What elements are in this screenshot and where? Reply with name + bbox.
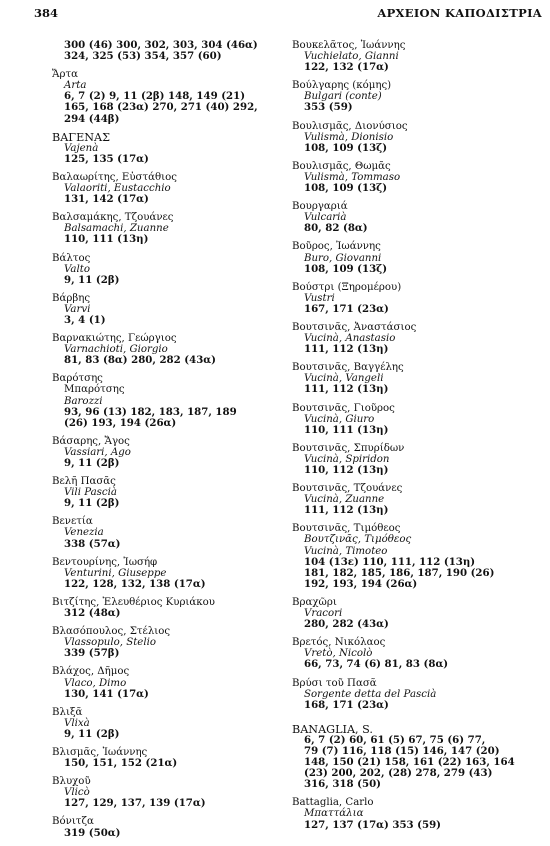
index-line: 294 (44β) (64, 112, 120, 125)
page-number: 384 (34, 6, 59, 20)
index-line: 339 (57β) (64, 647, 120, 660)
index-entry (292, 724, 544, 791)
index-line: Valto (64, 263, 90, 275)
index-line: 111, 112 (13η) (304, 343, 389, 356)
index-line: Βαλσαμάκης, Τζουάνες (52, 212, 174, 224)
index-line: 148, 150 (21) 158, 161 (22) 163, 164 (304, 756, 515, 769)
index-line: Βλισμᾶς, Ἰωάννης (52, 746, 148, 758)
index-line: 111, 112 (13η) (304, 383, 389, 396)
index-line: Βουργαριά (292, 201, 348, 213)
index-entry (52, 333, 284, 366)
index-line: 81, 83 (8α) 280, 282 (43α) (64, 354, 216, 367)
index-entry (52, 132, 284, 165)
index-line: Βούστρι (Ξηρομέρου) (292, 281, 402, 293)
index-line: Battaglia, Carlo (292, 797, 374, 809)
index-entry (52, 476, 284, 509)
index-line: Barozzi (64, 395, 103, 407)
index-entry (52, 293, 284, 326)
index-line: 104 (13ε) 110, 111, 112 (13η) (304, 555, 476, 568)
index-line: Vlixà (64, 717, 90, 729)
index-line: 127, 129, 137, 139 (17α) (64, 797, 206, 810)
index-line: 150, 151, 152 (21α) (64, 757, 178, 770)
index-line: Βελῆ Πασᾶς (52, 476, 116, 488)
index-line: 111, 112 (13η) (304, 504, 389, 517)
page-header (34, 6, 542, 24)
index-entry (292, 797, 544, 830)
index-line: Vucinà, Spiridon (304, 453, 390, 465)
index-entry (52, 597, 284, 619)
index-line: Vlassopulo, Stelio (64, 637, 156, 649)
index-entry (52, 373, 284, 428)
index-entry (292, 80, 544, 113)
index-line: Βρετός, Νικόλαος (292, 637, 386, 649)
index-line: 300 (46) 300, 302, 303, 304 (46α) (64, 39, 258, 51)
index-line: Venezia (64, 527, 104, 539)
index-line: Vulcarià (304, 212, 347, 224)
index-entry (292, 483, 544, 516)
index-line: Βουκελᾶτος, Ἰωάννης (292, 40, 406, 51)
index-line: 3, 4 (1) (64, 313, 106, 326)
index-line: Βλασόπουλος, Στέλιος (52, 626, 171, 638)
index-entry (52, 626, 284, 659)
index-line: 127, 137 (17α) 353 (59) (304, 818, 442, 831)
index-line: Βουτσινᾶς, Τζουάνες (292, 483, 403, 495)
index-line: Βλυχοῦ (52, 776, 91, 788)
index-line: Βουτσινᾶς, Γιοῦρος (292, 402, 395, 414)
index-line: Vracori (304, 608, 343, 620)
index-line: Vucinà, Vangeli (304, 373, 384, 385)
index-line: Βουλισμᾶς, Θωμᾶς (292, 160, 391, 172)
index-line: Βούλγαρης (κόμης) (292, 80, 392, 92)
index-line: 181, 182, 185, 186, 187, 190 (26) (304, 566, 495, 579)
index-line: Βλιξᾶ (52, 706, 83, 718)
index-line: Vucinà, Giuro (304, 413, 375, 425)
index-entry (52, 666, 284, 699)
index-entry (52, 516, 284, 549)
index-line: Vassiari, Ago (64, 446, 131, 458)
index-line: 316, 318 (50) (304, 778, 381, 791)
index-line: 93, 96 (13) 182, 183, 187, 189 (64, 405, 237, 418)
index-line: Varvi (64, 303, 91, 315)
index-entry (52, 776, 284, 809)
index-entry (52, 172, 284, 205)
index-line: Vajenà (64, 142, 99, 154)
index-line: 122, 128, 132, 138 (17α) (64, 577, 206, 590)
index-line: 165, 168 (23α) 270, 271 (40) 292, (64, 101, 258, 114)
index-line: BANAGLIA, S. (292, 722, 373, 736)
index-line: Vulismà, Tommaso (304, 171, 401, 183)
index-line: 6, 7 (2) 60, 61 (5) 67, 75 (6) 77, (304, 733, 486, 746)
index-line: Βοῦρος, Ἰωάννης (292, 241, 381, 253)
index-line: Balsamachi, Zuanne (64, 223, 169, 235)
index-line: Ἄρτα (52, 69, 78, 81)
index-line: 108, 109 (13ζ) (304, 141, 388, 154)
index-line: Μπαττάλια (304, 808, 364, 820)
index-line: Βάλτος (52, 252, 91, 264)
index-entry (52, 69, 284, 124)
index-line: 80, 82 (8α) (304, 222, 368, 235)
index-line: Βεντουρίνης, Ἰωσήφ (52, 556, 158, 568)
index-line: Arta (64, 80, 87, 92)
index-line: Vucinà, Zuanne (304, 494, 385, 506)
index-column-right (292, 40, 544, 838)
index-entry (52, 436, 284, 469)
index-entry (292, 201, 544, 234)
index-line: Βάσαρης, Ἄγος (52, 435, 130, 447)
index-entry (292, 597, 544, 630)
index-entry (52, 40, 284, 62)
index-line: 353 (59) (304, 101, 353, 114)
index-line: Bulgari (conte) (304, 91, 382, 103)
index-line: Βενετία (52, 516, 93, 528)
index-line: Μπαρότσης (64, 384, 125, 396)
index-line: 319 (50α) (64, 826, 121, 839)
index-entry (52, 212, 284, 245)
index-entry (292, 443, 544, 476)
index-line: 312 (48α) (64, 607, 121, 620)
index-line: Βόνιτζα (52, 816, 94, 828)
index-line: Vuchielato, Gianni (304, 51, 399, 63)
index-column-left (52, 40, 284, 846)
index-line: 167, 171 (23α) (304, 302, 389, 315)
index-line: 108, 109 (13ζ) (304, 262, 388, 275)
index-entry (52, 747, 284, 769)
index-line: Vulismà, Dionisio (304, 131, 394, 143)
index-line: Βουτσινᾶς, Ἀναστάσιος (292, 321, 417, 333)
index-line: Venturini, Giuseppe (64, 567, 167, 579)
index-line: 110, 111 (13η) (304, 423, 389, 436)
index-line: 280, 282 (43α) (304, 618, 389, 631)
index-line: Vlaco, Dimo (64, 677, 127, 689)
index-line: 110, 111 (13η) (64, 233, 149, 246)
running-title: ΑΡΧΕΙΟΝ ΚΑΠΟΔΙΣΤΡΙΑ (377, 6, 542, 20)
index-line: Βουτζινᾶς, Τιμόθεος (304, 534, 412, 546)
index-entry (292, 40, 544, 73)
index-line: 79 (7) 116, 118 (15) 146, 147 (20) (304, 744, 500, 757)
index-line: (23) 200, 202, (28) 278, 279 (43) (304, 767, 493, 780)
index-line: ΒΑΓΕΝΑΣ (52, 130, 111, 144)
index-line: 108, 109 (13ζ) (304, 182, 388, 195)
index-line: 130, 141 (17α) (64, 687, 149, 700)
index-line: 110, 112 (13η) (304, 464, 389, 476)
index-line: (26) 193, 194 (26α) (64, 416, 177, 429)
index-line: 9, 11 (2β) (64, 497, 120, 510)
index-line: Βάρβης (52, 292, 91, 304)
index-entry (292, 161, 544, 194)
index-line: 324, 325 (53) 354, 357 (60) (64, 50, 222, 63)
index-line: 9, 11 (2β) (64, 727, 120, 740)
index-entry (292, 362, 544, 395)
index-entry (292, 523, 544, 590)
index-line: Valaoriti, Eustacchio (64, 183, 171, 195)
index-line: 131, 142 (17α) (64, 193, 149, 206)
index-entry (52, 253, 284, 286)
index-line: Vili Pascià (64, 487, 117, 499)
index-line: 168, 171 (23α) (304, 698, 389, 711)
index-entry (292, 403, 544, 436)
index-line: 338 (57α) (64, 537, 121, 550)
index-line: 9, 11 (2β) (64, 273, 120, 286)
index-entry (292, 678, 544, 711)
index-line: Βουτσινᾶς, Σπυρίδων (292, 442, 405, 454)
index-line: 192, 193, 194 (26α) (304, 577, 418, 590)
index-entry (292, 241, 544, 274)
index-entry (292, 637, 544, 670)
index-line: Varnachioti, Giorgio (64, 344, 168, 356)
index-entry (52, 707, 284, 740)
index-line: Vretò, Nicolò (304, 648, 373, 660)
index-line: 9, 11 (2β) (64, 457, 120, 469)
index-line: Βουλισμᾶς, Διονύσιος (292, 120, 408, 132)
index-line: Vlicò (64, 787, 90, 799)
index-entry (292, 121, 544, 154)
index-line: Βαρότσης (52, 373, 103, 385)
index-line: Vustri (304, 292, 335, 304)
index-line: Βλάχος, Δῆμος (52, 666, 130, 678)
index-line: Βραχῶρι (292, 596, 337, 608)
index-line: Vucinà, Timoteo (304, 545, 388, 557)
index-line: Βαρνακιώτης, Γεώργιος (52, 333, 177, 345)
index-line: Sorgente detta del Pascià (304, 688, 437, 700)
index-entry (292, 282, 544, 315)
index-line: Βουτσινᾶς, Βαγγέλης (292, 362, 404, 374)
index-line: 122, 132 (17α) (304, 61, 389, 74)
index-line: Βιτζίτης, Ἐλευθέριος Κυριάκου (52, 596, 216, 608)
index-entry (52, 816, 284, 838)
index-line: Βαλαωρίτης, Εὐστάθιος (52, 171, 177, 183)
index-line: Buro, Giovanni (304, 252, 382, 264)
index-entry (292, 322, 544, 355)
index-line: 66, 73, 74 (6) 81, 83 (8α) (304, 658, 449, 671)
index-line: Vucinà, Anastasio (304, 333, 396, 345)
index-line: Βρύσι τοῦ Πασᾶ (292, 677, 377, 689)
index-line: 125, 135 (17α) (64, 152, 149, 165)
index-line: Βουτσινᾶς, Τιμόθεος (292, 523, 401, 535)
index-line: 6, 7 (2) 9, 11 (2β) 148, 149 (21) (64, 90, 246, 103)
index-entry (52, 557, 284, 590)
